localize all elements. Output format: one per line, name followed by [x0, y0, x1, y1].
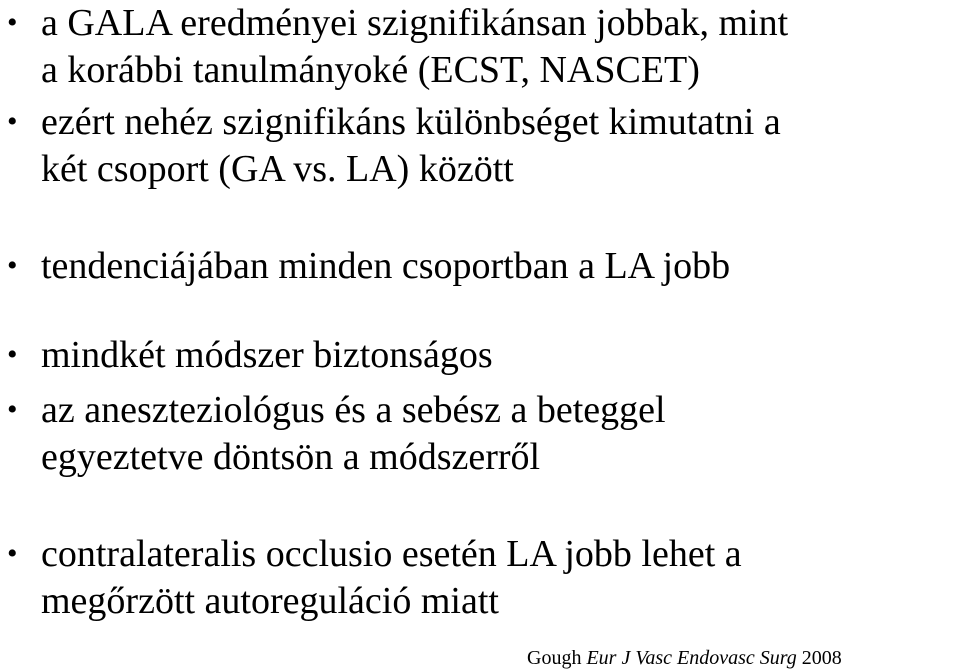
bullet-marker: •: [7, 537, 18, 570]
bullet-marker: •: [7, 338, 18, 371]
bullet-line: tendenciájában minden csoportban a LA jobb: [41, 245, 731, 287]
bullet-line: megőrzött autoreguláció miatt: [41, 580, 499, 622]
citation-year: 2008: [801, 647, 842, 669]
bullet-line: mindkét módszer biztonságos: [41, 334, 493, 376]
bullet-line: a GALA eredményei szignifikánsan jobbak, mint: [41, 2, 789, 44]
citation-journal: Eur J Vasc Endovasc Surg: [586, 647, 797, 669]
bullet-line: egyeztetve döntsön a módszerről: [41, 436, 541, 478]
bullet-line: ezért nehéz szignifikáns különbséget kimutatni a: [41, 101, 781, 143]
bullet-line: két csoport (GA vs. LA) között: [41, 148, 514, 190]
bullet-line: a korábbi tanulmányoké (ECST, NASCET): [41, 49, 700, 91]
bullet-line: contralateralis occlusio esetén LA jobb lehet a: [41, 533, 742, 575]
bullet-text: [41, 0, 946, 94]
bullet-text: [41, 387, 946, 481]
bullet-text: [41, 243, 946, 290]
citation: [527, 646, 842, 670]
bullet-text: [41, 332, 946, 379]
bullet-marker: •: [7, 249, 18, 282]
bullet-text: [41, 531, 946, 625]
bullet-line: az aneszteziológus és a sebész a beteggel: [41, 389, 666, 431]
citation-author: Gough: [527, 647, 582, 669]
bullet-text: [41, 99, 946, 193]
bullet-marker: •: [7, 393, 18, 426]
bullet-marker: •: [7, 6, 18, 39]
bullet-marker: •: [7, 105, 18, 138]
